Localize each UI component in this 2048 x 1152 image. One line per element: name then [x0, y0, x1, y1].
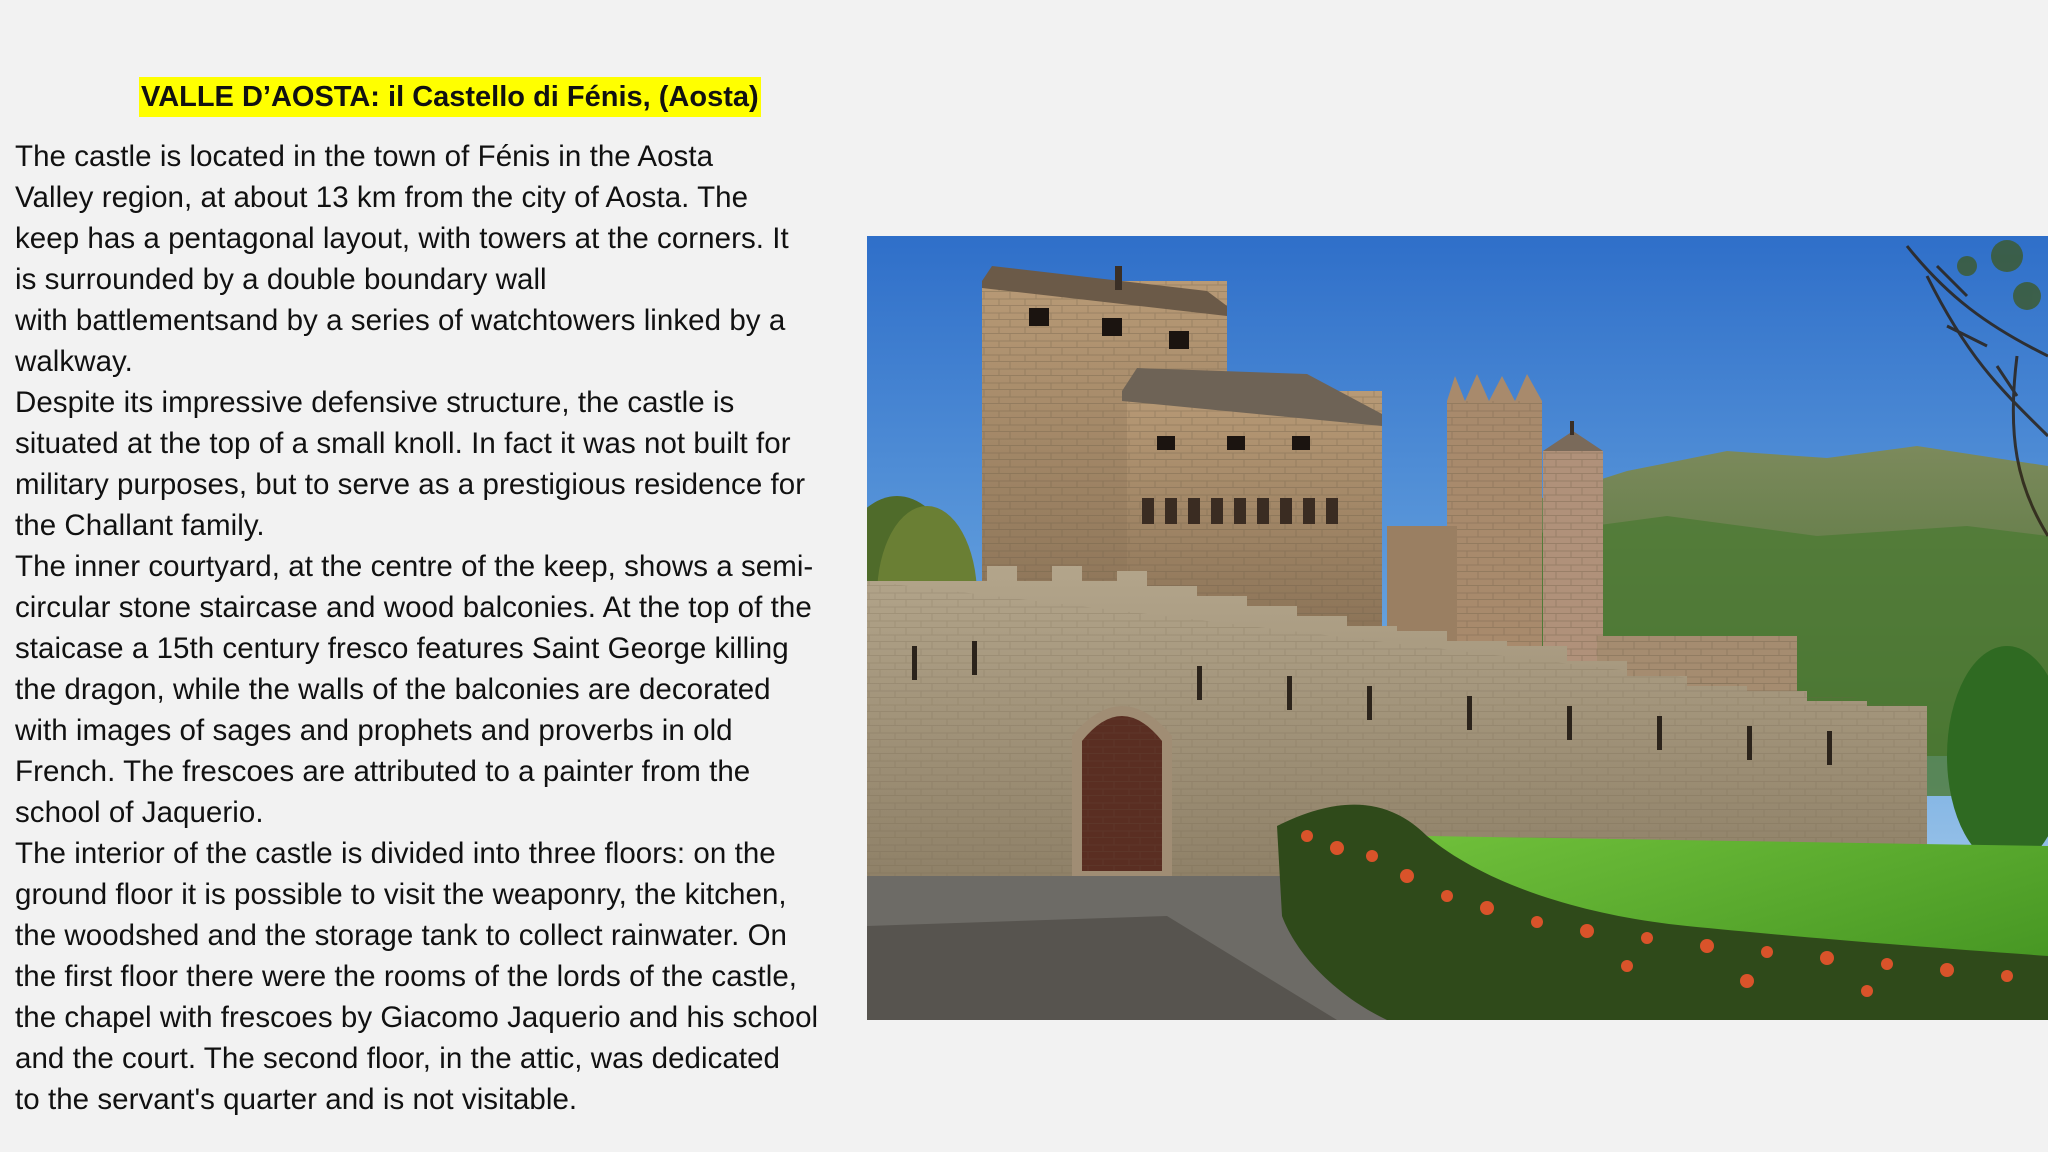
- body-line: The castle is located in the town of Fénis in the Aosta: [15, 140, 714, 173]
- body-line: keep has a pentagonal layout, with towers at the corners. It: [15, 222, 789, 255]
- body-line: Valley region, at about 13 km from the city of Aosta. The: [15, 181, 749, 214]
- body-line: school of Jaquerio.: [15, 796, 264, 829]
- castle-photo: [867, 236, 2048, 1020]
- slide-title: VALLE D’AOSTA: il Castello di Fénis, (Aosta): [139, 77, 761, 117]
- body-line: circular stone staircase and wood balconies. At the top of the: [15, 591, 812, 624]
- body-text: [15, 136, 863, 1120]
- body-line: The inner courtyard, at the centre of the keep, shows a semi-: [15, 550, 814, 583]
- body-line: with images of sages and prophets and proverbs in old: [15, 714, 733, 747]
- body-line: military purposes, but to serve as a prestigious residence for: [15, 468, 806, 501]
- body-line: ground floor it is possible to visit the weaponry, the kitchen,: [15, 878, 787, 911]
- body-line: The interior of the castle is divided into three floors: on the: [15, 837, 776, 870]
- body-line: situated at the top of a small knoll. In fact it was not built for: [15, 427, 791, 460]
- body-line: French. The frescoes are attributed to a painter from the: [15, 755, 751, 788]
- body-line: and the court. The second floor, in the attic, was dedicated: [15, 1042, 781, 1075]
- body-line: the dragon, while the walls of the balconies are decorated: [15, 673, 771, 706]
- body-line: with battlementsand by a series of watchtowers linked by a: [15, 304, 786, 337]
- body-line: walkway.: [15, 345, 133, 378]
- body-line: is surrounded by a double boundary wall: [15, 263, 547, 296]
- body-line: Despite its impressive defensive structure, the castle is: [15, 386, 735, 419]
- body-line: the chapel with frescoes by Giacomo Jaquerio and his school: [15, 1001, 819, 1034]
- body-line: the Challant family.: [15, 509, 265, 542]
- body-line: the first floor there were the rooms of the lords of the castle,: [15, 960, 798, 993]
- body-line: the woodshed and the storage tank to collect rainwater. On: [15, 919, 788, 952]
- body-line: staicase a 15th century fresco features Saint George killing: [15, 632, 789, 665]
- body-line: to the servant's quarter and is not visitable.: [15, 1083, 578, 1116]
